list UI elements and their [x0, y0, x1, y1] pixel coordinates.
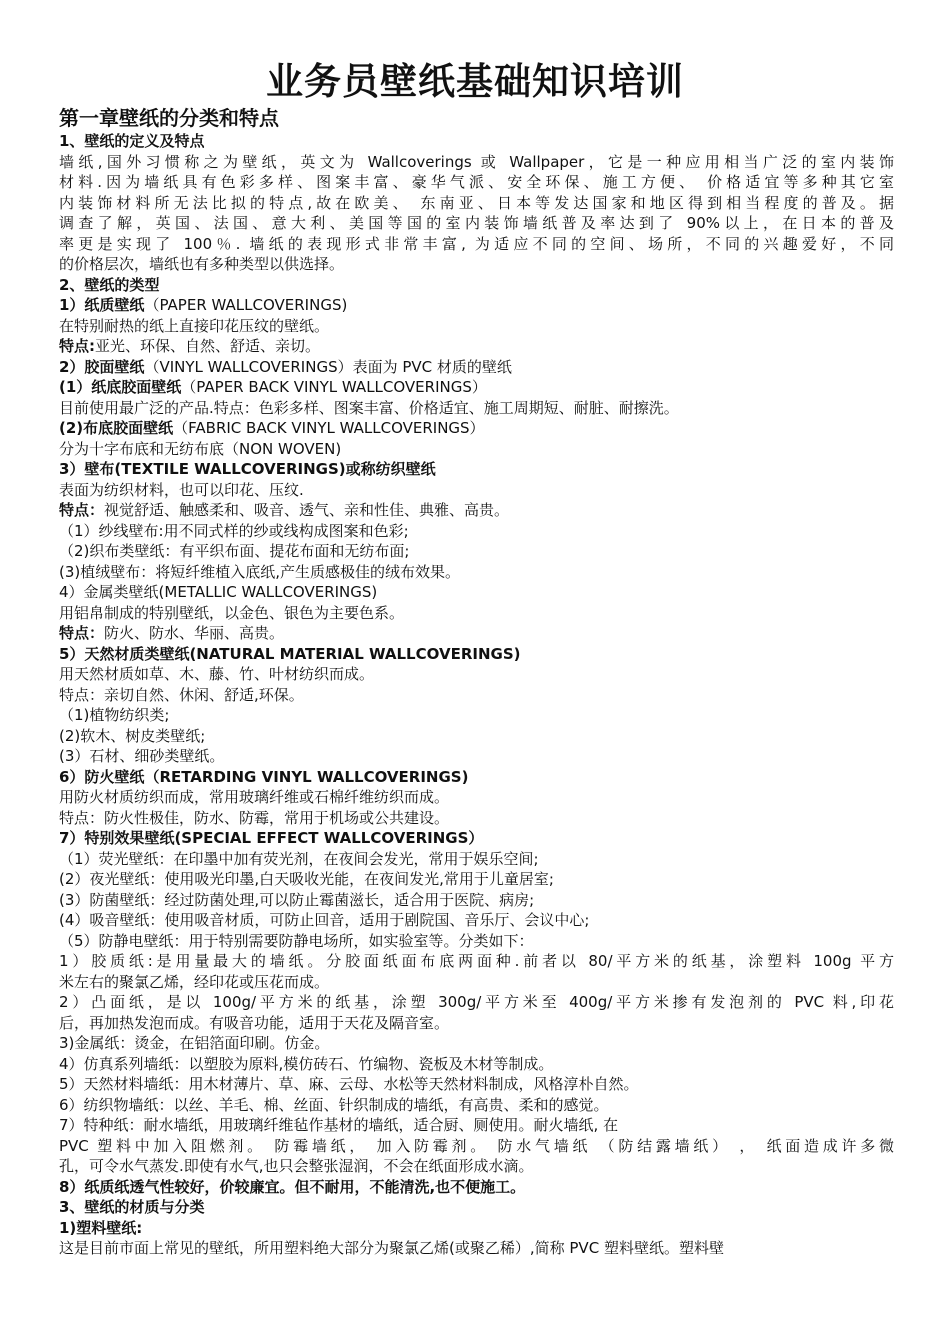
text-line: 用天然材质如草、木、藤、竹、叶材纺织而成。 — [59, 665, 375, 683]
text-line — [59, 418, 894, 439]
text-line: 表面为纺织材料，也可以印花、压纹. — [59, 480, 304, 499]
text-line: 墙纸,国外习惯称之为壁纸，英文为 Wallcoverings 或 Wallpaper，它是一种应用相当广泛的室内装饰 — [59, 152, 894, 171]
text-line: 7）特别效果壁纸(SPECIAL EFFECT WALLCOVERINGS） — [59, 829, 484, 847]
text-line: 率更是实现了 100％. 墙纸的表现形式非常丰富, 为适应不同的空间、场所，不同的兴趣爱好，不同 — [59, 234, 894, 253]
text-line: (4）吸音壁纸：使用吸音材质，可防止回音，适用于剧院国、音乐厅、会议中心; — [59, 911, 590, 929]
text-line: （5）防静电壁纸：用于特别需要防静电场所，如实验室等。分类如下： — [59, 931, 534, 950]
line-text: （VINYL WALLCOVERINGS）表面为 PVC 材质的壁纸 — [144, 357, 512, 376]
chapter-title: 第一章壁纸的分类和特点 — [59, 106, 279, 130]
line-text: 防火、防水、华丽、高贵。 — [104, 624, 285, 642]
body-lines — [59, 131, 894, 1259]
text-line: 2）凸面纸，是以 100g/平方米的纸基，涂塑 300g/平方米至 400g/平方米掺有发泡剂的 PVC 料,印花 — [59, 993, 894, 1011]
text-line — [59, 377, 894, 398]
text-line: 6）纺织物墙纸：以丝、羊毛、棉、丝面、针织制成的墙纸，有高贵、柔和的感觉。 — [59, 1095, 609, 1114]
line-heading: 特点： — [59, 501, 105, 519]
line-text: （FABRIC BACK VINYL WALLCOVERINGS） — [173, 419, 485, 437]
text-line — [59, 336, 894, 357]
text-line: 3）壁布(TEXTILE WALLCOVERINGS)或称纺织壁纸 — [59, 460, 436, 478]
text-line: 3)金属纸：烫金，在铝箔面印刷。仿金。 — [59, 1034, 330, 1052]
text-line: （1）纱线壁布:用不同式样的纱或线构成图案和色彩; — [59, 521, 409, 540]
document-title: 业务员壁纸基础知识培训 — [266, 60, 684, 103]
text-line: 1）胶质纸:是用量最大的墙纸。分胶面纸面布底两面种.前者以 80/平方米的纸基，涂塑料 100g 平方 — [59, 952, 894, 970]
text-line: 目前使用最广泛的产品.特点：色彩多样、图案丰富、价格适宜、施工周期短、耐脏、耐擦洗。 — [59, 398, 679, 417]
text-line: 1)塑料壁纸: — [59, 1218, 143, 1237]
line-heading: 1）纸质壁纸 — [59, 296, 145, 314]
text-line: （2)织布类壁纸：有平织布面、提花布面和无纺布面; — [59, 542, 410, 560]
text-line — [59, 357, 894, 378]
text-line: 材料.因为墙纸具有色彩多样、图案丰富、豪华气派、安全环保、施工方便、 价格适宜等多种其它室 — [59, 173, 894, 191]
text-line: 用铝帛制成的特别壁纸，以金色、银色为主要色系。 — [59, 603, 405, 622]
text-line: 后，再加热发泡而成。有吸音功能，适用于天花及隔音室。 — [59, 1013, 450, 1032]
text-line: 3、壁纸的材质与分类 — [59, 1198, 205, 1216]
text-line: 2、壁纸的类型 — [59, 275, 160, 294]
line-text: （PAPER BACK VINYL WALLCOVERINGS） — [181, 378, 487, 396]
text-line: (3)植绒壁布：将短纤维植入底纸,产生质感极佳的绒布效果。 — [59, 562, 461, 581]
line-heading: 特点: — [59, 337, 95, 355]
text-line: 8）纸质纸透气性较好，价较廉宜。但不耐用，不能清洗,也不便施工。 — [59, 1177, 526, 1196]
text-line: 分为十字布底和无纺布底（NON WOVEN) — [59, 439, 342, 458]
text-line: 5）天然材料墙纸：用木材薄片、草、麻、云母、水松等天然材料制成，风格淳朴自然。 — [59, 1075, 639, 1093]
text-line: 7）特种纸：耐水墙纸，用玻璃纤维毡作基材的墙纸，适合厨、厕使用。耐火墙纸, 在 — [59, 1116, 619, 1134]
text-line — [59, 623, 894, 644]
text-line: （1）荧光壁纸：在印墨中加有荧光剂，在夜间会发光，常用于娱乐空间; — [59, 849, 539, 868]
text-line: 用防火材质纺织而成，常用玻璃纤维或石棉纤维纺织而成。 — [59, 788, 450, 806]
text-line: 1、壁纸的定义及特点 — [59, 132, 205, 150]
text-line: 6）防火壁纸（RETARDING VINYL WALLCOVERINGS) — [59, 767, 469, 786]
text-line: (3）防菌壁纸：经过防菌处理,可以防止霉菌滋长，适合用于医院、病房; — [59, 890, 535, 909]
text-line: 在特别耐热的纸上直接印花压纹的壁纸。 — [59, 316, 330, 335]
text-line: 这是目前市面上常见的壁纸，所用塑料绝大部分为聚氯乙烯(或聚乙稀）,简称 PVC 塑料壁纸。塑料壁 — [59, 1239, 724, 1257]
text-line: 内装饰材料所无法比拟的特点,故在欧美、 东南亚、日本等发达国家和地区得到相当程度的普及。据 — [59, 193, 894, 212]
text-line: PVC 塑料中加入阻燃剂。 防霉墙纸， 加入防霉剂。 防水气墙纸 （防结露墙纸） ， 纸面造成许多微 — [59, 1136, 894, 1155]
text-line: 孔，可令水气蒸发.即使有水气,也只会整张湿润，不会在纸面形成水滴。 — [59, 1157, 534, 1175]
line-heading: (2)布底胶面壁纸 — [59, 419, 174, 437]
text-line: (3）石材、细砂类壁纸。 — [59, 747, 225, 765]
text-line: 5）天然材质类壁纸(NATURAL MATERIAL WALLCOVERINGS) — [59, 644, 521, 663]
text-line: 特点：亲切自然、休闲、舒适,环保。 — [59, 685, 304, 704]
text-line: 4）金属类壁纸(METALLIC WALLCOVERINGS) — [59, 583, 378, 601]
line-heading: 2）胶面壁纸 — [59, 357, 145, 376]
text-line: 特点：防火性极佳，防水、防霉，常用于机场或公共建设。 — [59, 808, 450, 827]
text-line: (2）夜光壁纸：使用吸光印墨,白天吸收光能，在夜间发光,常用于儿童居室; — [59, 870, 554, 888]
text-line: 调查了解，英国、法国、意大利、美国等国的室内装饰墙纸普及率达到了 90%以上，在日本的普及 — [59, 214, 894, 232]
text-line: 4）仿真系列墙纸：以塑胶为原料,模仿砖石、竹编物、瓷板及木材等制成。 — [59, 1054, 554, 1073]
text-line: 米左右的聚氯乙烯，经印花或压花而成。 — [59, 972, 330, 991]
text-line: 的价格层次，墙纸也有多种类型以供选择。 — [59, 255, 345, 273]
document-body — [59, 106, 894, 1259]
text-line — [59, 500, 894, 521]
text-line: （1)植物纺织类; — [59, 706, 170, 724]
line-text: （PAPER WALLCOVERINGS) — [144, 296, 348, 314]
line-heading: (1）纸底胶面壁纸 — [59, 378, 182, 396]
line-text: 视觉舒适、触感柔和、吸音、透气、亲和性佳、典雅、高贵。 — [104, 501, 510, 519]
text-line: (2)软木、树皮类壁纸; — [59, 726, 206, 745]
line-text: 亚光、环保、自然、舒适、亲切。 — [95, 337, 321, 355]
line-heading: 特点： — [59, 624, 105, 642]
text-line — [59, 295, 894, 316]
